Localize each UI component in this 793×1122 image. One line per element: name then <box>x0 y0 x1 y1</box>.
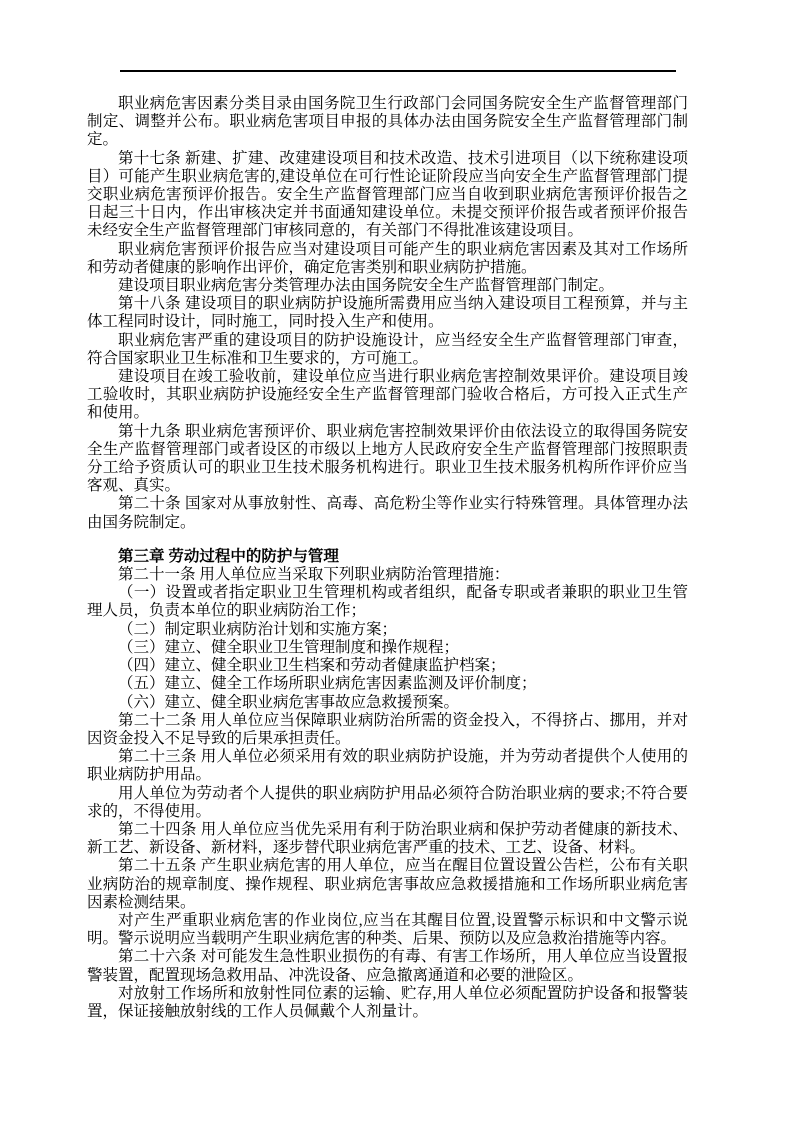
paragraph: 职业病危害严重的建设项目的防护设施设计，应当经安全生产监督管理部门审查，符合国家职业卫生标准和卫生要求的，方可施工。 <box>87 331 688 367</box>
paragraph-article-22: 第二十二条 用人单位应当保障职业病防治所需的资金投入，不得挤占、挪用，并对因资金投入不足导致的后果承担责任。 <box>87 711 688 747</box>
list-item-3: （三）建立、健全职业卫生管理制度和操作规程； <box>118 638 460 656</box>
paragraph-article-25: 第二十五条 产生职业病危害的用人单位，应当在醒目位置设置公告栏，公布有关职业病防治的规章制度、操作规程、职业病危害事故应急救援措施和工作场所职业病危害因素检测结果。 <box>87 857 688 911</box>
paragraph-article-19: 第十九条 职业病危害预评价、职业病危害控制效果评价由依法设立的取得国务院安全生产监督管理部门或者设区的市级以上地方人民政府安全生产监督管理部门按照职责分工给予资质认可的职业卫生技术服务机构进行。职业卫生技术服务机构所作评价应当客观、真实。 <box>87 422 688 495</box>
paragraph-article-24: 第二十四条 用人单位应当优先采用有利于防治职业病和保护劳动者健康的新技术、新工艺、新设备、新材料，逐步替代职业病危害严重的技术、工艺、设备、材料。 <box>87 820 688 857</box>
paragraph-article-20: 第二十条 国家对从事放射性、高毒、高危粉尘等作业实行特殊管理。具体管理办法由国务院制定。 <box>87 495 688 531</box>
paragraph: 对产生严重职业病危害的作业岗位,应当在其醒目位置,设置警示标识和中文警示说明。警示说明应当载明产生职业病危害的种类、后果、预防以及应急救治措施等内容。 <box>87 911 688 948</box>
list-item-5: （五）建立、健全工作场所职业病危害因素监测及评价制度； <box>118 675 537 693</box>
chapter-heading: 第三章 劳动过程中的防护与管理 <box>118 547 339 565</box>
paragraph-article-26: 第二十六条 对可能发生急性职业损伤的有毒、有害工作场所，用人单位应当设置报警装置，配置现场急救用品、冲洗设备、应急撤离通道和必要的泄险区。 <box>87 948 688 984</box>
paragraph: 建设项目在竣工验收前，建设单位应当进行职业病危害控制效果评价。建设项目竣工验收时，其职业病防护设施经安全生产监督管理部门验收合格后，方可投入正式生产和使用。 <box>87 368 688 422</box>
paragraph-article-17: 第十七条 新建、扩建、改建建设项目和技术改造、技术引进项目（以下统称建设项目）可能产生职业病危害的,建设单位在可行性论证阶段应当向安全生产监督管理部门提交职业病危害预评价报告。安全生产监督管理部门应当自收到职业病危害预评价报告之日起三十日内，作出审核决定并书面通知建设单位。未提交预评价报告或者预评价报告未经安全生产监督管理部门审核同意的，有关部门不得批准该建设项目。 <box>87 149 688 240</box>
list-item-2: （二）制定职业病防治计划和实施方案； <box>118 620 398 638</box>
list-item-1: （一）设置或者指定职业卫生管理机构或者组织，配备专职或者兼职的职业卫生管理人员，负责本单位的职业病防治工作； <box>87 584 688 620</box>
paragraph: 用人单位为劳动者个人提供的职业病防护用品必须符合防治职业病的要求;不符合要求的，不得使用。 <box>87 784 688 820</box>
list-item-6: （六）建立、健全职业病危害事故应急救援预案。 <box>118 693 460 711</box>
paragraph: 建设项目职业病危害分类管理办法由国务院安全生产监督管理部门制定。 <box>118 277 615 295</box>
list-item-4: （四）建立、健全职业卫生档案和劳动者健康监护档案； <box>118 657 506 675</box>
paragraph: 职业病危害预评价报告应当对建设项目可能产生的职业病危害因素及其对工作场所和劳动者健康的影响作出评价，确定危害类别和职业病防护措施。 <box>87 240 688 276</box>
paragraph-article-18: 第十八条 建设项目的职业病防护设施所需费用应当纳入建设项目工程预算，并与主体工程同时设计，同时施工，同时投入生产和使用。 <box>87 295 688 331</box>
paragraph: 职业病危害因素分类目录由国务院卫生行政部门会同国务院安全生产监督管理部门制定、调整并公布。职业病危害项目申报的具体办法由国务院安全生产监督管理部门制定。 <box>87 95 688 149</box>
paragraph: 对放射工作场所和放射性同位素的运输、贮存,用人单位必须配置防护设备和报警装置，保证接触放射线的工作人员佩戴个人剂量计。 <box>87 984 688 1020</box>
header-rule-divider <box>120 70 676 72</box>
document-body <box>87 95 688 1021</box>
paragraph-article-23: 第二十三条 用人单位必须采用有效的职业病防护设施，并为劳动者提供个人使用的职业病防护用品。 <box>87 748 688 784</box>
paragraph-article-21: 第二十一条 用人单位应当采取下列职业病防治管理措施： <box>118 566 510 584</box>
